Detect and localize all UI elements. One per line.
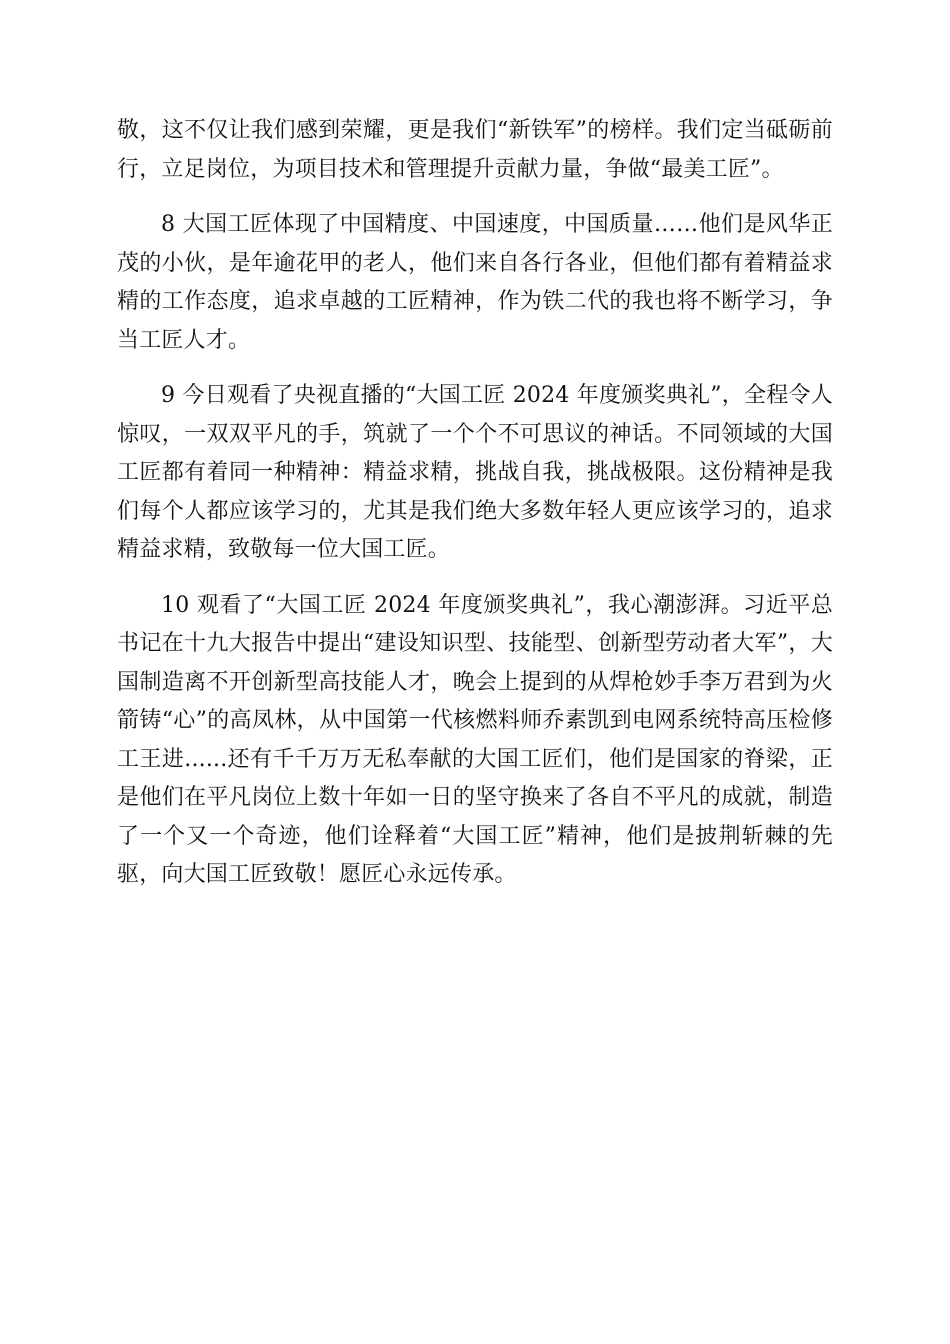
paragraph-8: 8 大国工匠体现了中国精度、中国速度，中国质量……他们是风华正茂的小伙，是年逾花甲的老人，他们来自各行各业，但他们都有着精益求精的工作态度，追求卓越的工匠精神，作为铁二代的我也将不断学习，争当工匠人才。: [117, 212, 833, 353]
document-body: [117, 112, 833, 912]
paragraph-continuation: 敬，这不仅让我们感到荣耀，更是我们“新铁军”的榜样。我们定当砥砺前行，立足岗位，为项目技术和管理提升贡献力量，争做“最美工匠”。: [117, 118, 833, 182]
paragraph-9: 9 今日观看了央视直播的“大国工匠 2024 年度颁奖典礼”，全程令人惊叹，一双双平凡的手，筑就了一个个不可思议的神话。不同领域的大国工匠都有着同一种精神：精益求精，挑战自我，挑战极限。这份精神是我们每个人都应该学习的，尤其是我们绝大多数年轻人更应该学习的，追求精益求精，致敬每一位大国工匠。: [117, 383, 833, 562]
paragraph-10: 10 观看了“大国工匠 2024 年度颁奖典礼”，我心潮澎湃。习近平总书记在十九大报告中提出“建设知识型、技能型、创新型劳动者大军”，大国制造离不开创新型高技能人才，晚会上提到的从焊枪妙手李万君到为火箭铸“心”的高凤林，从中国第一代核燃料师乔素凯到电网系统特高压检修工王进......还有千千万万无私奉献的大国工匠们，他们是国家的脊梁，正是他们在平凡岗位上数十年如一日的坚守换来了各自不平凡的成就，制造了一个又一个奇迹，他们诠释着“大国工匠”精神，他们是披荆斩棘的先驱，向大国工匠致敬！愿匠心永远传承。: [117, 592, 833, 887]
